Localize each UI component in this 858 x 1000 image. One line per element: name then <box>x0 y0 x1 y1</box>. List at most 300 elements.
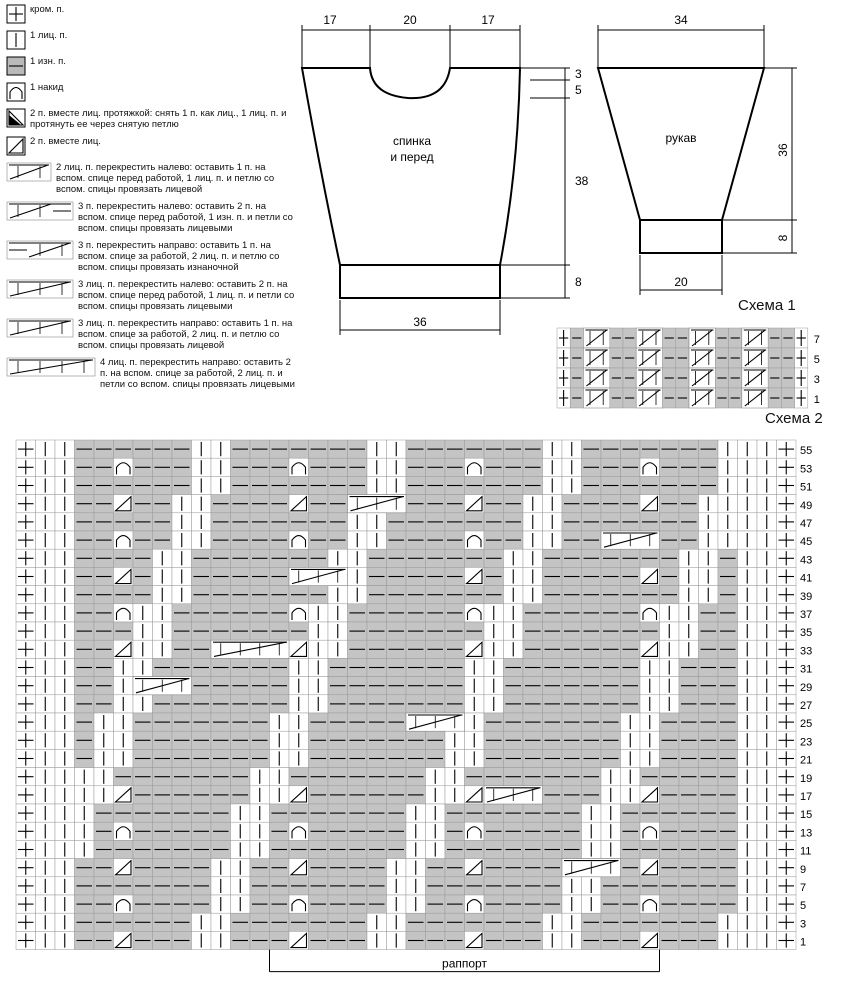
row-number: 1 <box>800 936 807 949</box>
chart-cell-purl <box>367 640 387 658</box>
chart-cell-purl <box>114 804 134 822</box>
chart-cell-knit <box>543 495 563 513</box>
chart-cell-knit <box>582 877 602 895</box>
chart-cell-purl <box>114 913 134 931</box>
chart-cell-purl <box>153 786 173 804</box>
chart-cell-knit <box>738 913 758 931</box>
chart-cell-knit <box>36 931 56 949</box>
chart-cell-edge <box>795 348 808 368</box>
chart-cell-purl <box>348 640 368 658</box>
chart-cell-purl <box>114 440 134 458</box>
chart-cell-purl <box>75 476 95 494</box>
chart-cell-purl <box>621 913 641 931</box>
chart-cell-purl <box>699 731 719 749</box>
chart-cell-purl <box>75 859 95 877</box>
chart-cell-yo <box>114 822 134 840</box>
chart-cell-purl <box>211 840 231 858</box>
chart-cell-edge <box>557 388 570 408</box>
chart-cell-knit <box>718 476 738 494</box>
chart-cell-purl <box>582 440 602 458</box>
chart-cell-purl <box>676 348 689 368</box>
chart-cell-purl <box>153 877 173 895</box>
chart-cell-purl <box>270 549 290 567</box>
chart-cell-purl <box>328 731 348 749</box>
chart-cell-k2tog <box>465 640 485 658</box>
legend-item <box>6 162 296 195</box>
chart-cell-purl <box>504 513 524 531</box>
chart-cell-purl <box>543 768 563 786</box>
chart-cell-purl <box>601 913 621 931</box>
chart-cell-purl <box>640 622 660 640</box>
chart-cell-purl <box>270 567 290 585</box>
chart-cell-purl <box>348 622 368 640</box>
chart-cell-knit <box>192 513 212 531</box>
sleeve-cuff <box>640 220 722 253</box>
chart-cell-edge <box>777 458 797 476</box>
chart-cell-purl <box>114 840 134 858</box>
chart-cell-knit <box>328 622 348 640</box>
chart-cell-knit <box>289 658 309 676</box>
chart-cell-edge <box>16 822 36 840</box>
body-schematic <box>290 10 590 340</box>
chart-cell-purl <box>715 328 728 348</box>
chart-cell-knit <box>738 804 758 822</box>
chart-cell-knit <box>484 658 504 676</box>
chart-cell-knit <box>738 458 758 476</box>
chart-cell-purl <box>543 622 563 640</box>
chart-cell-purl <box>406 567 426 585</box>
chart-cell-purl <box>523 822 543 840</box>
row-number: 33 <box>800 645 813 658</box>
chart-cell-purl <box>465 476 485 494</box>
chart-cell-knit <box>445 768 465 786</box>
chart-cell-knit <box>406 840 426 858</box>
chart-cell-purl <box>309 859 329 877</box>
chart-cell-purl <box>211 567 231 585</box>
chart-cell-purl <box>523 859 543 877</box>
chart-cell-purl <box>426 604 446 622</box>
legend-symbol-k2tog <box>6 136 26 156</box>
chart-cell-knit <box>231 840 251 858</box>
chart-cell-purl <box>309 586 329 604</box>
chart-cell-purl <box>679 877 699 895</box>
chart-cell-purl <box>387 677 407 695</box>
chart-cell-knit <box>601 840 621 858</box>
legend-text: 1 накид <box>30 82 64 93</box>
chart-cell-knit <box>153 640 173 658</box>
row-number: 35 <box>800 627 813 640</box>
chart-cell-purl <box>328 895 348 913</box>
chart-cell-purl <box>426 549 446 567</box>
chart-cell-purl <box>562 640 582 658</box>
chart-cell-purl <box>640 440 660 458</box>
chart-cell-edge <box>16 768 36 786</box>
chart-cell-purl <box>445 586 465 604</box>
chart-cell-knit <box>348 513 368 531</box>
chart-cell-knit <box>757 859 777 877</box>
chart-cell-purl <box>367 695 387 713</box>
dim-bottom: 36 <box>413 315 427 329</box>
dim-side-38: 38 <box>575 174 589 188</box>
chart-cell-purl <box>718 640 738 658</box>
chart-cell-edge <box>16 622 36 640</box>
chart-cell-purl <box>309 549 329 567</box>
legend-symbol-knit <box>6 30 26 50</box>
chart-cell-purl <box>406 913 426 931</box>
row-number: 5 <box>800 900 807 913</box>
chart-cell-purl <box>192 749 212 767</box>
chart-cell-purl <box>172 822 192 840</box>
chart-cell-purl <box>367 749 387 767</box>
row-number: 37 <box>800 609 813 621</box>
chart-cell-purl <box>484 840 504 858</box>
chart-cell-purl <box>75 440 95 458</box>
chart-cell-knit <box>192 458 212 476</box>
chart-cell-knit <box>738 640 758 658</box>
row-number: 7 <box>813 334 820 346</box>
chart-cell-knit <box>387 913 407 931</box>
chart-cell-purl <box>94 640 114 658</box>
chart-cell-purl <box>781 388 794 408</box>
chart-cell-purl <box>621 513 641 531</box>
chart-cell-knit <box>75 840 95 858</box>
chart-cell-c3l <box>562 859 621 877</box>
chart-cell-yo <box>640 458 660 476</box>
chart-cell-knit <box>289 731 309 749</box>
chart-cell-purl <box>465 877 485 895</box>
chart-cell-k2tog <box>640 931 660 949</box>
chart-cell-yo <box>114 531 134 549</box>
chart-cell-yo <box>114 895 134 913</box>
chart-cell-knit <box>718 931 738 949</box>
chart-cell-purl <box>699 840 719 858</box>
chart-cell-knit <box>36 749 56 767</box>
chart-cell-purl <box>562 840 582 858</box>
chart-cell-purl <box>718 859 738 877</box>
chart-cell-purl <box>601 567 621 585</box>
chart-cell-purl <box>640 913 660 931</box>
chart-cell-purl <box>231 695 251 713</box>
chart-cell-c2l <box>583 388 609 408</box>
chart-cell-purl <box>192 695 212 713</box>
chart-cell-c2l <box>583 368 609 388</box>
chart-cell-purl <box>153 695 173 713</box>
chart-cell-knit <box>426 840 446 858</box>
chart-cell-knit <box>718 913 738 931</box>
chart-cell-purl <box>94 895 114 913</box>
chart-cell-purl <box>367 622 387 640</box>
row-number: 41 <box>800 572 813 585</box>
chart-cell-knit <box>543 513 563 531</box>
chart-cell-purl <box>348 677 368 695</box>
chart-cell-knit <box>211 440 231 458</box>
chart-cell-purl <box>781 348 794 368</box>
chart-cell-purl <box>94 567 114 585</box>
chart-cell-purl <box>582 913 602 931</box>
chart-cell-knit <box>192 440 212 458</box>
chart-cell-edge <box>777 531 797 549</box>
chart-cell-purl <box>75 640 95 658</box>
chart-cell-knit <box>153 567 173 585</box>
chart-cell-edge <box>777 658 797 676</box>
chart-cell-knit <box>270 768 290 786</box>
chart-cell-knit <box>757 531 777 549</box>
chart-cell-yo <box>289 822 309 840</box>
chart-cell-purl <box>484 549 504 567</box>
chart-cell-purl <box>582 931 602 949</box>
legend-text: 2 лиц. п. перекрестить налево: оставить 1 п. на вспом. спице перед работой, 1 лиц. п. и петлю со вспом. спицы провязать лицевой <box>56 162 275 195</box>
chart-cell-knit <box>36 731 56 749</box>
chart-cell-purl <box>523 768 543 786</box>
chart-cell-purl <box>114 476 134 494</box>
chart-cell-knit <box>757 731 777 749</box>
chart-cell-knit <box>757 567 777 585</box>
chart-cell-knit <box>36 513 56 531</box>
legend-item <box>6 357 296 390</box>
chart-cell-purl <box>718 622 738 640</box>
chart-cell-purl <box>601 695 621 713</box>
chart-cell-knit <box>757 495 777 513</box>
chart-cell-purl <box>328 495 348 513</box>
chart-cell-knit <box>738 531 758 549</box>
legend-text: 1 лиц. п. <box>30 30 68 41</box>
chart-cell-knit <box>55 549 75 567</box>
chart-cell-edge <box>777 549 797 567</box>
chart-cell-knit <box>757 713 777 731</box>
chart-cell-purl <box>679 440 699 458</box>
chart-cell-purl <box>172 713 192 731</box>
chart-cell-purl <box>504 749 524 767</box>
chart-cell-purl <box>211 713 231 731</box>
chart-cell-purl <box>504 476 524 494</box>
chart-cell-purl <box>270 604 290 622</box>
chart-cell-purl <box>348 822 368 840</box>
chart-cell-knit <box>367 931 387 949</box>
chart-cell-purl <box>582 749 602 767</box>
chart-cell-purl <box>718 895 738 913</box>
chart-cell-purl <box>348 931 368 949</box>
chart-cell-purl <box>699 713 719 731</box>
chart-cell-purl <box>484 586 504 604</box>
chart-cell-purl <box>172 749 192 767</box>
chart-cell-purl <box>582 513 602 531</box>
chart-cell-knit <box>270 749 290 767</box>
chart-cell-yo <box>465 458 485 476</box>
chart-cell-purl <box>660 458 680 476</box>
chart-cell-purl <box>484 749 504 767</box>
chart-cell-purl <box>699 877 719 895</box>
chart-cell-purl <box>348 713 368 731</box>
chart-cell-purl <box>406 604 426 622</box>
chart-cell-purl <box>601 440 621 458</box>
legend-text: 3 лиц. п. перекрестить налево: оставить 2 п. на вспом. спице перед работой, 1 лиц. п. и петли со вспом. спицы провязать лицевыми <box>78 279 295 312</box>
chart-cell-knit <box>718 440 738 458</box>
chart-cell-knit <box>270 731 290 749</box>
chart-cell-knit <box>757 586 777 604</box>
chart-cell-purl <box>718 549 738 567</box>
chart-cell-purl <box>660 713 680 731</box>
chart-cell-purl <box>133 749 153 767</box>
chart-cell-purl <box>309 895 329 913</box>
chart-cell-purl <box>172 913 192 931</box>
chart-cell-edge <box>777 513 797 531</box>
chart-cell-purl <box>328 749 348 767</box>
chart-cell-purl <box>562 677 582 695</box>
row-number: 49 <box>800 499 813 512</box>
chart-cell-purl <box>231 749 251 767</box>
chart-cell-purl <box>465 913 485 931</box>
chart-cell-purl <box>582 640 602 658</box>
chart-cell-knit <box>231 804 251 822</box>
chart-cell-purl <box>289 913 309 931</box>
chart-cell-purl <box>172 695 192 713</box>
chart-cell-purl <box>328 476 348 494</box>
chart-cell-k2tog <box>289 859 309 877</box>
chart-cell-purl <box>699 622 719 640</box>
chart-cell-knit <box>406 895 426 913</box>
chart-cell-purl <box>621 476 641 494</box>
chart-cell-purl <box>192 859 212 877</box>
row-number: 43 <box>800 554 813 567</box>
chart-cell-purl <box>94 677 114 695</box>
chart-cell-knit <box>55 622 75 640</box>
chart-cell-purl <box>328 658 348 676</box>
chart-cell-purl <box>231 549 251 567</box>
chart-cell-knit <box>250 786 270 804</box>
chart-cell-purl <box>484 895 504 913</box>
chart-cell-purl <box>523 749 543 767</box>
chart-cell-purl <box>679 786 699 804</box>
chart-cell-knit <box>465 695 485 713</box>
chart-cell-purl <box>570 328 583 348</box>
chart-cell-purl <box>406 586 426 604</box>
chart-cell-knit <box>36 895 56 913</box>
chart-cell-knit <box>231 822 251 840</box>
chart-cell-purl <box>367 586 387 604</box>
chart-cell-purl <box>699 786 719 804</box>
chart-cell-purl <box>543 604 563 622</box>
chart-cell-purl <box>367 713 387 731</box>
chart-cell-knit <box>543 931 563 949</box>
chart-cell-knit <box>601 822 621 840</box>
chart-cell-knit <box>94 768 114 786</box>
chart-cell-purl <box>543 567 563 585</box>
chart-cell-purl <box>562 567 582 585</box>
row-number: 19 <box>800 772 813 785</box>
chart-cell-knit <box>133 604 153 622</box>
chart-cell-purl <box>699 695 719 713</box>
chart-cell-knit <box>114 658 134 676</box>
chart-cell-edge <box>777 895 797 913</box>
chart-cell-purl <box>172 440 192 458</box>
chart-cell-purl <box>153 476 173 494</box>
chart-cell-purl <box>387 840 407 858</box>
chart-cell-purl <box>543 695 563 713</box>
chart-cell-knit <box>757 549 777 567</box>
chart-cell-purl <box>75 695 95 713</box>
dim-shoulder-right: 17 <box>481 13 495 27</box>
chart-cell-purl <box>663 388 676 408</box>
chart-cell-edge <box>16 531 36 549</box>
chart-cell-knit <box>328 640 348 658</box>
chart-cell-c2l <box>636 388 662 408</box>
body-label-2: и перед <box>390 150 434 164</box>
chart-cell-purl <box>367 677 387 695</box>
chart-cell-knit <box>36 859 56 877</box>
chart-cell-knit <box>211 877 231 895</box>
chart-cell-knit <box>94 731 114 749</box>
chart-cell-edge <box>777 931 797 949</box>
chart-cell-purl <box>679 476 699 494</box>
chart-cell-purl <box>211 549 231 567</box>
chart-cell-edge <box>16 931 36 949</box>
body-label-1: спинка <box>392 134 432 148</box>
row-number: 45 <box>800 536 813 549</box>
chart-cell-purl <box>153 859 173 877</box>
chart-cell-purl <box>484 495 504 513</box>
chart-cell-knit <box>738 895 758 913</box>
chart-cell-purl <box>445 877 465 895</box>
chart-cell-purl <box>114 877 134 895</box>
chart-cell-purl <box>211 786 231 804</box>
chart-cell-purl <box>309 713 329 731</box>
chart-cell-yo <box>114 604 134 622</box>
chart-cell-knit <box>231 895 251 913</box>
chart-cell-purl <box>172 658 192 676</box>
chart-cell-purl <box>270 859 290 877</box>
chart-cell-c3r <box>484 786 543 804</box>
chart-cell-purl <box>328 822 348 840</box>
chart-cell-knit <box>387 458 407 476</box>
chart-cell-purl <box>211 622 231 640</box>
chart-cell-purl <box>348 458 368 476</box>
chart-cell-purl <box>729 348 742 368</box>
chart-cell-purl <box>406 677 426 695</box>
chart-cell-purl <box>484 931 504 949</box>
chart-cell-purl <box>367 840 387 858</box>
chart-cell-knit <box>55 895 75 913</box>
chart-cell-purl <box>211 804 231 822</box>
chart-cell-purl <box>715 388 728 408</box>
chart-cell-knit <box>367 513 387 531</box>
chart-cell-knit <box>192 495 212 513</box>
chart-cell-purl <box>445 895 465 913</box>
chart-cell-purl <box>570 348 583 368</box>
chart-cell-purl <box>543 640 563 658</box>
chart-cell-purl <box>660 804 680 822</box>
chart-cell-knit <box>55 786 75 804</box>
chart-cell-knit <box>738 713 758 731</box>
chart-cell-purl <box>768 388 781 408</box>
chart-cell-purl <box>367 768 387 786</box>
chart-cell-purl <box>445 622 465 640</box>
chart-cell-purl <box>133 567 153 585</box>
chart-cell-edge <box>777 586 797 604</box>
chart-cell-knit <box>699 586 719 604</box>
chart-cell-knit <box>738 931 758 949</box>
chart-cell-knit <box>718 531 738 549</box>
chart-cell-purl <box>679 931 699 949</box>
chart-cell-purl <box>406 622 426 640</box>
chart-cell-knit <box>582 840 602 858</box>
chart-cell-purl <box>133 786 153 804</box>
chart-cell-purl <box>504 731 524 749</box>
chart-cell-knit <box>523 549 543 567</box>
chart-cell-knit <box>153 604 173 622</box>
chart-cell-purl <box>543 804 563 822</box>
chart-cell-purl <box>504 677 524 695</box>
chart-cell-purl <box>270 513 290 531</box>
